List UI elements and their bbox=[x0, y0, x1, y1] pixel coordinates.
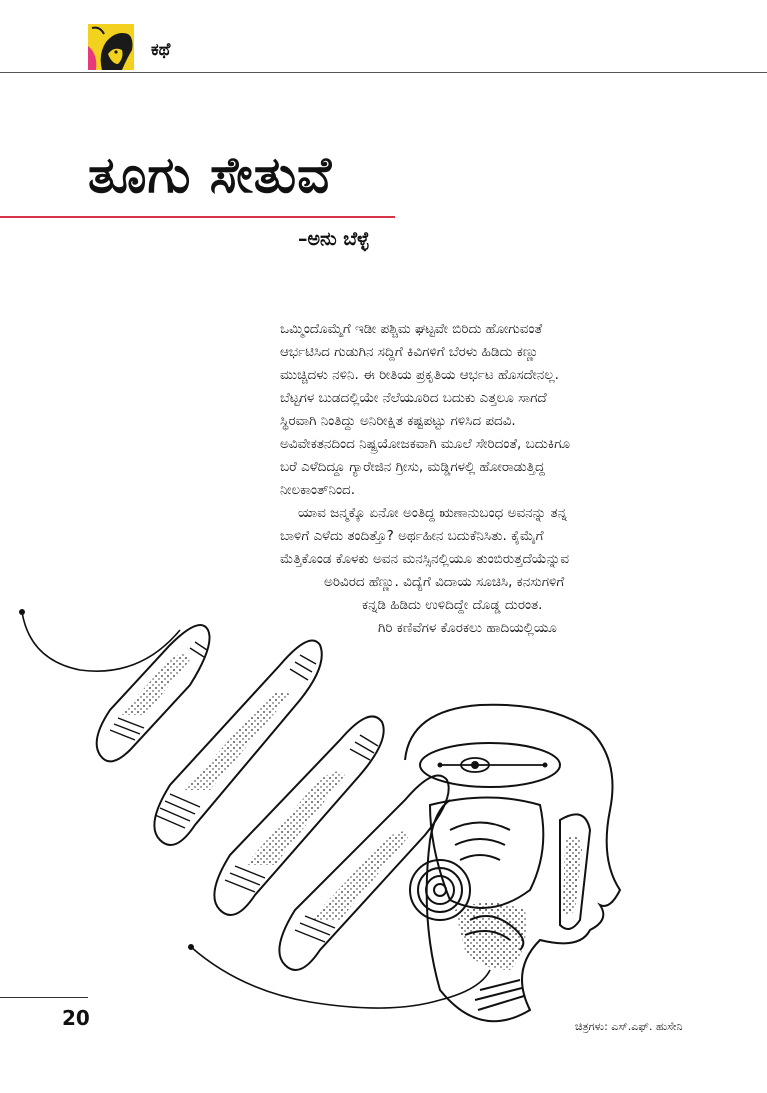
header-divider bbox=[0, 72, 767, 73]
footer-divider bbox=[0, 997, 88, 998]
face-portrait-icon bbox=[88, 24, 134, 70]
text-line: ಮೆತ್ತಿಕೊಂಡ ಕೊಳಕು ಅವನ ಮನಸ್ಸಿನಲ್ಲಿಯೂ ತುಂಬಿರುತ್ತದೆಯೆನ್ನುವ bbox=[280, 551, 570, 567]
article-title: ತೂಗು ಸೇತುವೆ bbox=[88, 146, 333, 204]
text-line: ಅವಿವೇಕತನದಿಂದ ನಿಷ್ಪ್ರಯೋಜಕವಾಗಿ ಮೂಲೆ ಸೇರಿದಂತೆ, ಬದುಕಿಗೂ bbox=[280, 436, 570, 452]
text-line: ಬೆಟ್ಟಗಳ ಬುಡದಲ್ಲಿಯೇ ನೆಲೆಯೂರಿದ ಬದುಕು ಎತ್ತಲೂ ಸಾಗದೆ bbox=[280, 390, 547, 406]
paragraph bbox=[280, 318, 692, 502]
text-line: ಯಾವ ಜನ್ಮಕ್ಕೊ ಏನೋ ಅಂತಿದ್ದ ಋಣಾನುಬಂಧ ಅವನನ್ನು ತನ್ನ bbox=[298, 505, 568, 521]
text-line: ಕನ್ನಡಿ ಹಿಡಿದು ಉಳಿದಿದ್ದೇ ದೊಡ್ಡ ದುರಂತ. bbox=[362, 597, 543, 613]
text-line: ನೀಲಕಾಂತ್‌ನಿಂದ. bbox=[280, 482, 355, 498]
author-byline: –ಅನು ಬೆಳ್ಳೆ bbox=[298, 228, 370, 250]
section-label: ಕಥೆ bbox=[151, 40, 171, 60]
page-number: 20 bbox=[62, 1006, 90, 1030]
text-line: ಒಮ್ಮಿಂದೊಮ್ಮೆಗೆ ಇಡೀ ಪಶ್ಚಿಮ ಘಟ್ಟವೇ ಬಿರಿದು ಹೋಗುವಂತೆ bbox=[280, 321, 543, 337]
text-line: ಮುಚ್ಚಿದಳು ನಳಿನಿ. ಈ ರೀತಿಯ ಪ್ರಕೃತಿಯ ಆರ್ಭಟ ಹೊಸದೇನಲ್ಲ. bbox=[280, 367, 559, 383]
text-line: ಅರಿವಿರದ ಹೆಣ್ಣು. ವಿದ್ಯೆಗೆ ವಿದಾಯ ಸೂಚಿಸಿ, ಕನಸುಗಳಿಗೆ bbox=[324, 574, 565, 590]
text-line: ಬಾಳಿಗೆ ಎಳೆದು ತಂದಿತ್ತೊ? ಅರ್ಥಹೀನ ಬದುಕೆನಿಸಿತು. ಕೈಮೈಗೆ bbox=[280, 528, 544, 544]
line-drawing-face-illustration-icon bbox=[10, 590, 660, 1040]
title-underline bbox=[0, 216, 395, 218]
illustration-credit: ಚಿತ್ರಗಳು: ಎಸ್.ಎಫ್. ಹುಸೇನಿ bbox=[575, 1020, 683, 1033]
text-line: ಬರೆ ಎಳೆದಿದ್ದೂ ಗ್ಯಾರೇಜಿನ ಗ್ರೀಸು, ಮಡ್ಡಿಗಳಲ್ಲಿ ಹೋರಾಡುತ್ತಿದ್ದ bbox=[280, 459, 545, 475]
text-line: ಸ್ಥಿರವಾಗಿ ನಿಂತಿದ್ದು ಅನಿರೀಕ್ಷಿತ ಕಷ್ಟಪಟ್ಟು ಗಳಿಸಿದ ಪದವಿ. bbox=[280, 413, 516, 429]
text-line: ಆರ್ಭಟಿಸಿದ ಗುಡುಗಿನ ಸದ್ದಿಗೆ ಕಿವಿಗಳಿಗೆ ಬೆರಳು ಹಿಡಿದು ಕಣ್ಣು bbox=[280, 344, 539, 360]
text-line: ಗಿರಿ ಕಣಿವೆಗಳ ಕೊರಕಲು ಹಾದಿಯಲ್ಲಿಯೂ bbox=[378, 620, 557, 636]
